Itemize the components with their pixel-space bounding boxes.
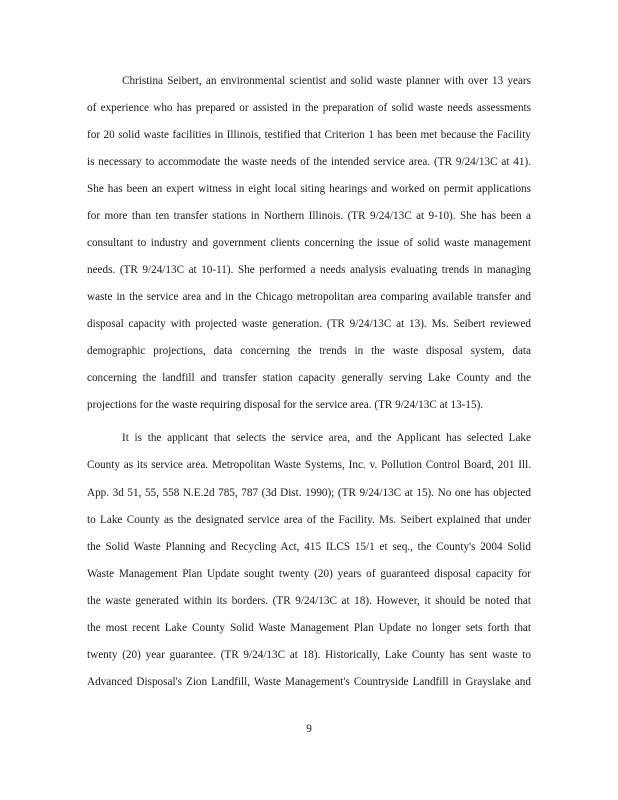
paragraph-2-line-9: twenty (20) year guarantee. (TR 9/24/13C at 18). Historically, Lake County has sent waste to xyxy=(87,649,531,661)
paragraph-1-line-4: is necessary to accommodate the waste needs of the intended service area. (TR 9/24/13C at 41). xyxy=(87,156,531,168)
paragraph-1-line-6: for more than ten transfer stations in Northern Illinois. (TR 9/24/13C at 9-10). She has been a xyxy=(87,210,531,222)
paragraph-1-line-2: of experience who has prepared or assisted in the preparation of solid waste needs assessments xyxy=(87,102,531,114)
page-number: 9 xyxy=(306,723,312,735)
paragraph-2-line-8: the most recent Lake County Solid Waste Management Plan Update no longer sets forth that xyxy=(87,622,531,634)
paragraph-1-line-8: needs. (TR 9/24/13C at 10-11). She performed a needs analysis evaluating trends in managing xyxy=(87,264,531,276)
paragraph-1-line-13: projections for the waste requiring disposal for the service area. (TR 9/24/13C at 13-15). xyxy=(87,399,484,411)
paragraph-1-line-1: Christina Seibert, an environmental scientist and solid waste planner with over 13 years xyxy=(122,75,531,87)
paragraph-2-line-10: Advanced Disposal's Zion Landfill, Waste Management's Countryside Landfill in Grayslake and xyxy=(87,676,531,688)
paragraph-1-line-11: demographic projections, data concerning the trends in the waste disposal system, data xyxy=(87,345,531,357)
paragraph-2-line-5: the Solid Waste Planning and Recycling Act, 415 ILCS 15/1 et seq., the County's 2004 Solid xyxy=(87,541,531,553)
paragraph-1-line-12: concerning the landfill and transfer station capacity generally serving Lake County and the xyxy=(87,372,531,384)
paragraph-1-line-3: for 20 solid waste facilities in Illinois, testified that Criterion 1 has been met because the Facility xyxy=(87,129,531,141)
paragraph-1-line-7: consultant to industry and government clients concerning the issue of solid waste management xyxy=(87,237,531,249)
paragraph-1-line-9: waste in the service area and in the Chicago metropolitan area comparing available transfer and xyxy=(87,291,531,303)
paragraph-2-line-4: to Lake County as the designated service area of the Facility. Ms. Seibert explained that under xyxy=(87,514,531,526)
paragraph-2-line-6: Waste Management Plan Update sought twenty (20) years of guaranteed disposal capacity for xyxy=(87,568,531,580)
paragraph-1-line-5: She has been an expert witness in eight local siting hearings and worked on permit applications xyxy=(87,183,531,195)
paragraph-1-line-10: disposal capacity with projected waste generation. (TR 9/24/13C at 13). Ms. Seibert reviewed xyxy=(87,318,531,330)
paragraph-2-line-1: It is the applicant that selects the service area, and the Applicant has selected Lake xyxy=(122,432,531,444)
paragraph-2-line-2: County as its service area. Metropolitan Waste Systems, Inc. v. Pollution Control Board, 201 Ill. xyxy=(87,459,531,471)
paragraph-2-line-3: App. 3d 51, 55, 558 N.E.2d 785, 787 (3d Dist. 1990); (TR 9/24/13C at 15). No one has objected xyxy=(87,487,531,499)
paragraph-2-line-7: the waste generated within its borders. (TR 9/24/13C at 18). However, it should be noted that xyxy=(87,595,531,607)
